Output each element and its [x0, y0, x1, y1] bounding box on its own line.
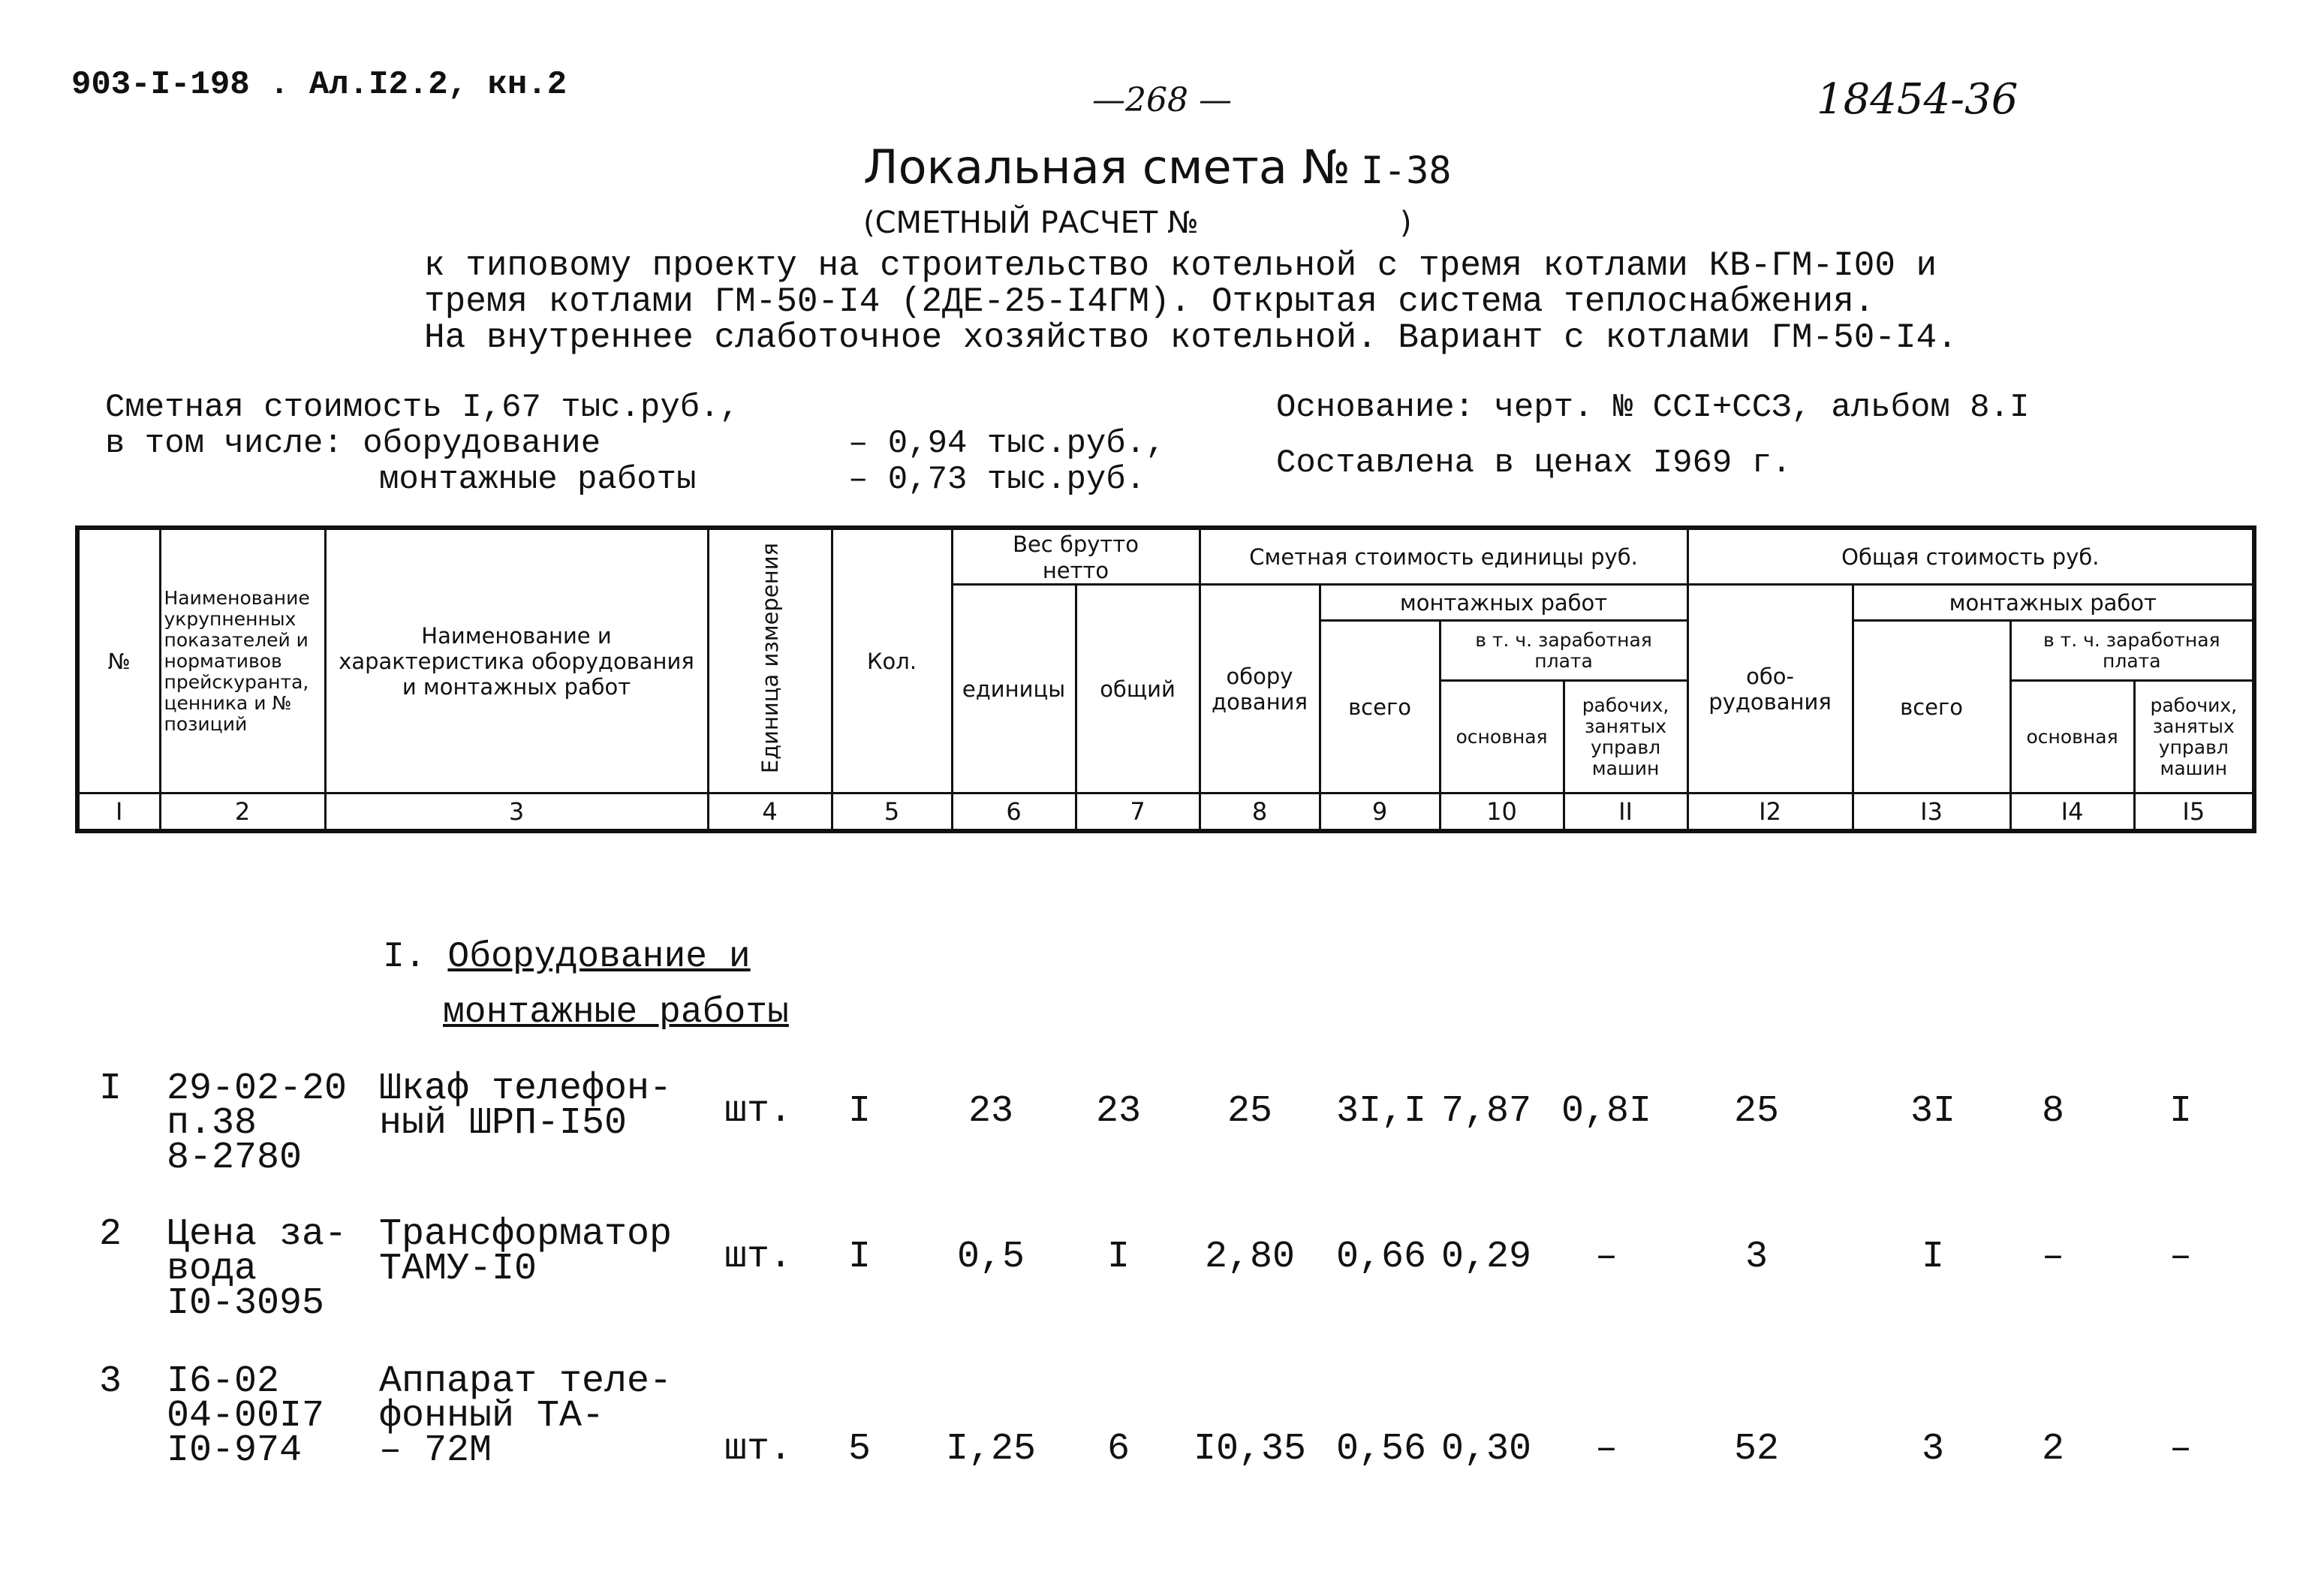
col-total-workers-header: рабочих, занятых управл машин — [2134, 681, 2254, 793]
col-total-equipment-header: обо- рудования — [1687, 585, 1853, 793]
row-value: – — [2041, 1236, 2065, 1278]
row-number: I — [99, 1068, 122, 1110]
col-indicator-header: Наименование укрупненных показателей и нормативов прейскуранта, ценника и № позиций — [160, 528, 325, 793]
row-value: 25 — [1733, 1090, 1780, 1133]
col-number: 4 — [708, 793, 832, 832]
col-number: 5 — [832, 793, 952, 832]
col-number: 6 — [952, 793, 1076, 832]
col-number: 8 — [1200, 793, 1320, 832]
col-total-basic-header: основная — [2010, 681, 2134, 793]
row-value: I — [1921, 1236, 1945, 1278]
col-number: I — [77, 793, 160, 832]
col-qty-header: Кол. — [832, 528, 952, 793]
row-value: – — [2169, 1428, 2193, 1471]
row-value: 2 — [2041, 1428, 2065, 1471]
row-value: 0,29 — [1440, 1236, 1532, 1278]
row-unit: шт. — [724, 1090, 793, 1133]
row-item-name: Трансформатор ТАМУ-I0 — [379, 1213, 673, 1290]
col-total-mount-header: монтажных работ — [1853, 585, 2254, 621]
row-value: 2,80 — [1204, 1236, 1296, 1278]
equipment-cost: – 0,94 тыс.руб., — [848, 425, 1166, 462]
estimate-cost: Сметная стоимость I,67 тыс.руб., — [105, 389, 739, 426]
col-total-cost-header: Общая стоимость руб. — [1687, 528, 2254, 585]
col-weight-unit-header: единицы — [952, 585, 1076, 793]
row-value: 3 — [1921, 1428, 1945, 1471]
col-unit-workers-header: рабочих, занятых управл машин — [1564, 681, 1687, 793]
row-price-reference: I6-02 04-00I7 I0-974 — [167, 1360, 325, 1472]
col-name-header: Наименование и характеристика оборудования и монтажных работ — [325, 528, 708, 793]
col-unit-mount-total-header: всего — [1320, 621, 1440, 793]
col-number: I5 — [2134, 793, 2254, 832]
row-item-name: Аппарат теле- фонный ТА- – 72М — [379, 1360, 673, 1472]
row-unit: шт. — [724, 1236, 793, 1278]
col-number: 10 — [1440, 793, 1564, 832]
estimate-title-text: Локальная смета № — [863, 140, 1351, 194]
calc-title: (СМЕТНЫЙ РАСЧЕТ № — [863, 206, 1199, 240]
col-unit-header-text: Единица измерения — [757, 543, 783, 774]
row-value: I0,35 — [1193, 1428, 1307, 1471]
col-unit-cost-header: Сметная стоимость единицы руб. — [1200, 528, 1687, 585]
col-unit-equipment-header: обору дования — [1200, 585, 1320, 793]
col-unit-mount-header: монтажных работ — [1320, 585, 1687, 621]
col-number: 7 — [1076, 793, 1200, 832]
estimate-table-header — [75, 525, 2256, 833]
row-value: – — [2169, 1236, 2193, 1278]
col-unit-wage-header: в т. ч. заработная плата — [1440, 621, 1687, 681]
col-number: II — [1564, 793, 1687, 832]
section-title-line-2: монтажные работы — [443, 992, 789, 1033]
row-value: – — [1594, 1236, 1618, 1278]
col-total-mount-total-header: всего — [1853, 621, 2010, 793]
row-value: 6 — [1106, 1428, 1130, 1471]
mount-cost: – 0,73 тыс.руб. — [848, 461, 1146, 498]
col-number: 2 — [160, 793, 325, 832]
row-value: – — [1594, 1428, 1618, 1471]
row-value: 0,5 — [956, 1236, 1025, 1278]
row-value: 5 — [847, 1428, 872, 1471]
row-value: I,25 — [945, 1428, 1037, 1471]
row-value: I — [847, 1090, 872, 1133]
col-number: I2 — [1687, 793, 1853, 832]
section-number: I. — [383, 937, 426, 977]
column-number-row — [77, 793, 2254, 832]
estimate-title — [863, 140, 1451, 194]
col-unit-header — [708, 528, 832, 793]
row-value: 0,30 — [1440, 1428, 1532, 1471]
row-unit: шт. — [724, 1428, 793, 1471]
description-line-3: На внутреннее слаботочное хозяйство котельной. Вариант с котлами ГМ-50-I4. — [424, 318, 1958, 357]
description-line-1: к типовому проекту на строительство котельной с тремя котлами КВ-ГМ-I00 и — [424, 246, 1937, 285]
row-price-reference: 29-02-20 п.38 8-2780 — [167, 1068, 348, 1179]
col-unit-basic-header: основная — [1440, 681, 1564, 793]
row-item-name: Шкаф телефон- ный ШРП-I50 — [379, 1068, 673, 1145]
section-heading — [383, 937, 751, 977]
col-total-wage-header: в т. ч. заработная плата — [2010, 621, 2254, 681]
row-value: 7,87 — [1440, 1090, 1532, 1133]
col-weight-net-header: нетто — [952, 558, 1200, 585]
row-price-reference: Цена за- вода I0-3095 — [167, 1213, 348, 1325]
col-no-header: № — [77, 528, 160, 793]
page-number: —268 — — [1092, 81, 1232, 119]
row-value: 0,56 — [1335, 1428, 1427, 1471]
col-number: 3 — [325, 793, 708, 832]
row-value: 23 — [1095, 1090, 1142, 1133]
estimate-number: I-38 — [1361, 149, 1452, 192]
description-line-2: тремя котлами ГМ-50-I4 (2ДЕ-25-I4ГМ). Открытая система теплоснабжения. — [424, 282, 1875, 321]
row-value: 52 — [1733, 1428, 1780, 1471]
document-code: 903-I-198 . Ал.I2.2, кн.2 — [71, 66, 567, 104]
row-value: 23 — [968, 1090, 1014, 1133]
equipment-label: в том числе: оборудование — [105, 425, 601, 462]
price-level: Составлена в ценах I969 г. — [1276, 444, 1792, 482]
col-number: I3 — [1853, 793, 2010, 832]
mount-label: монтажные работы — [379, 461, 697, 498]
row-number: 2 — [99, 1213, 122, 1256]
row-value: 0,8I — [1561, 1090, 1652, 1133]
row-value: 8 — [2041, 1090, 2065, 1133]
row-value: 3I,I — [1335, 1090, 1427, 1133]
row-number: 3 — [99, 1360, 122, 1403]
row-value: 25 — [1227, 1090, 1273, 1133]
col-number: 9 — [1320, 793, 1440, 832]
section-title-line-1: Оборудование и — [447, 937, 751, 977]
row-value: 0,66 — [1335, 1236, 1427, 1278]
row-value: I — [847, 1236, 872, 1278]
row-value: 3I — [1910, 1090, 1956, 1133]
calc-title-close: ) — [1400, 206, 1412, 240]
col-weight-total-header: общий — [1076, 585, 1200, 793]
row-value: I — [2169, 1090, 2193, 1133]
col-number: I4 — [2010, 793, 2134, 832]
col-weight-header: Вес брутто — [952, 528, 1200, 558]
archive-number: 18454-36 — [1817, 75, 2019, 124]
row-value: I — [1106, 1236, 1130, 1278]
basis: Основание: черт. № ССI+ССЗ, альбом 8.I — [1276, 389, 2030, 426]
row-value: 3 — [1745, 1236, 1769, 1278]
